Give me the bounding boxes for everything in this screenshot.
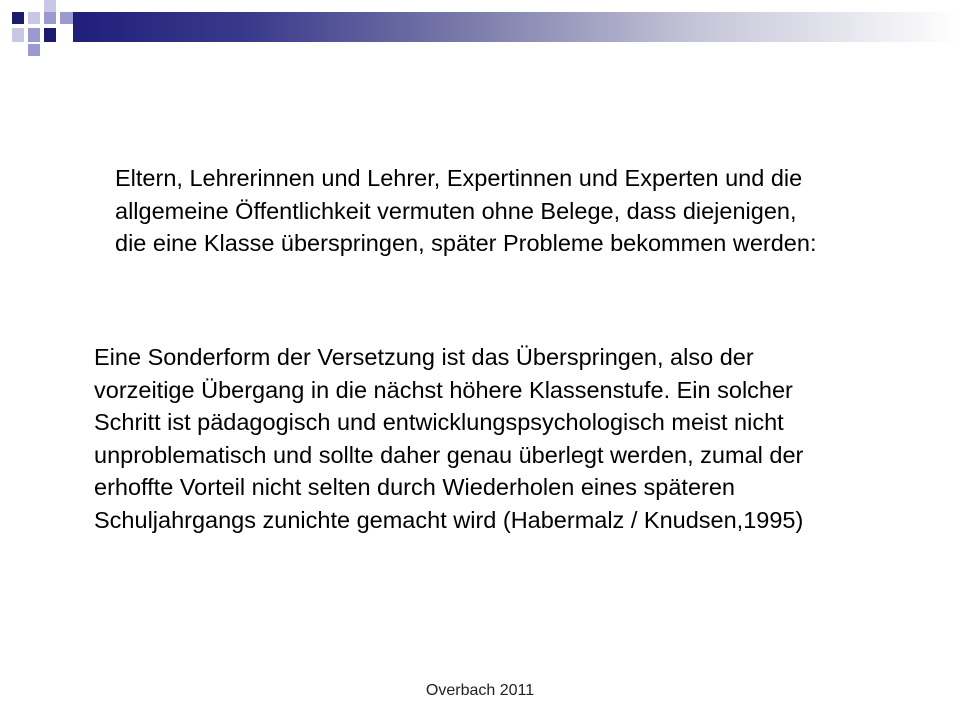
header-gradient-bar bbox=[73, 12, 960, 42]
paragraph-2-line: vorzeitige Übergang in die nächst höhere Klassenstufe. Ein solcher bbox=[94, 376, 793, 403]
paragraph-1 bbox=[67, 162, 931, 260]
deco-square-light bbox=[12, 28, 24, 42]
deco-square-periwinkle bbox=[60, 12, 73, 24]
deco-square-light bbox=[44, 0, 56, 12]
deco-square-periwinkle bbox=[28, 44, 40, 56]
paragraph-1-line: die eine Klasse überspringen, später Probleme bekommen werden: bbox=[115, 230, 817, 256]
paragraph-2 bbox=[94, 341, 934, 536]
paragraph-2-line: erhoffte Vorteil nicht selten durch Wiederholen eines späteren bbox=[94, 474, 735, 500]
footer-text: Overbach 2011 bbox=[425, 682, 535, 699]
paragraph-2-line: Eine Sonderform der Versetzung ist das Überspringen, also der bbox=[94, 344, 754, 370]
paragraph-2-line: unproblematisch und sollte daher genau überlegt werden, zumal der bbox=[94, 441, 804, 468]
deco-square-navy bbox=[12, 12, 24, 24]
paragraph-2-line: Schuljahrgangs zunichte gemacht wird (Habermalz / Knudsen,1995) bbox=[94, 506, 804, 533]
paragraph-1-line: Eltern, Lehrerinnen und Lehrer, Expertinnen und Experten und die bbox=[115, 165, 803, 191]
deco-square-periwinkle bbox=[28, 28, 40, 42]
deco-square-periwinkle bbox=[44, 12, 56, 24]
deco-square-navy bbox=[44, 28, 56, 42]
deco-square-light bbox=[28, 12, 40, 24]
decorative-squares bbox=[0, 0, 80, 60]
paragraph-1-line: allgemeine Öffentlichkeit vermuten ohne Belege, dass diejenigen, bbox=[115, 197, 797, 224]
paragraph-2-line: Schritt ist pädagogisch und entwicklungspsychologisch meist nicht bbox=[94, 409, 784, 435]
